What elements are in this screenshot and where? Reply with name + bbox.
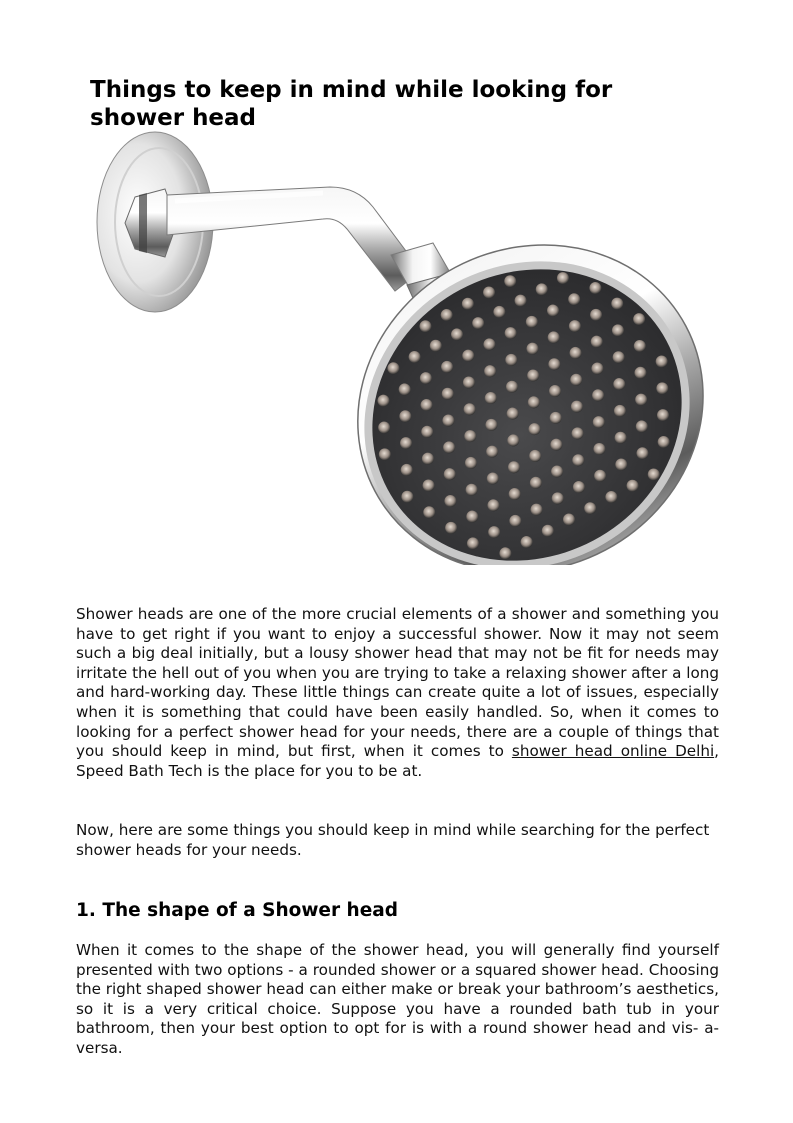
shower-head-image bbox=[95, 125, 705, 565]
lead-in-line-1: Now, here are some things you should keep in mind while searching for the perfect bbox=[76, 821, 710, 839]
intro-text-1: Shower heads are one of the more crucial elements of a shower and something you have to get right if you want to enjoy a successful shower. Now it may not seem such a big deal initially, but a lousy shower head that may not be fit for needs may irritate the hell out of you when you are trying to take a relaxing shower after a long and hard-working day. These little things can create quite a lot of issues, especially when it is something that could have been easily handled. So, when it comes to looking for a perfect shower head for your needs, there are a couple of things that you should keep in mind, but first, when it comes to bbox=[76, 605, 719, 761]
intro-paragraph bbox=[76, 605, 719, 781]
lead-in-line-2: shower heads for your needs. bbox=[76, 840, 302, 859]
intro-text-2: , Speed Bath Tech is the place for you to be at. bbox=[76, 742, 719, 780]
section-heading-shape: 1. The shape of a Shower head bbox=[76, 900, 398, 921]
shower-head-online-delhi-link[interactable]: shower head online Delhi bbox=[511, 742, 715, 761]
page-title: Things to keep in mind while looking for shower head bbox=[90, 77, 613, 131]
section-paragraph-shape: When it comes to the shape of the shower head, you will generally find yourself presented with two options - a rounded shower or a squared shower head. Choosing the right shaped shower head can either make or break your bathroom’s aesthetics, so it is a very critical choice. Suppose you have a rounded bath tub in your bathroom, then your best option to opt for is with a round shower head and vis- a-versa. bbox=[76, 941, 719, 1057]
lead-in-paragraph bbox=[76, 821, 719, 860]
